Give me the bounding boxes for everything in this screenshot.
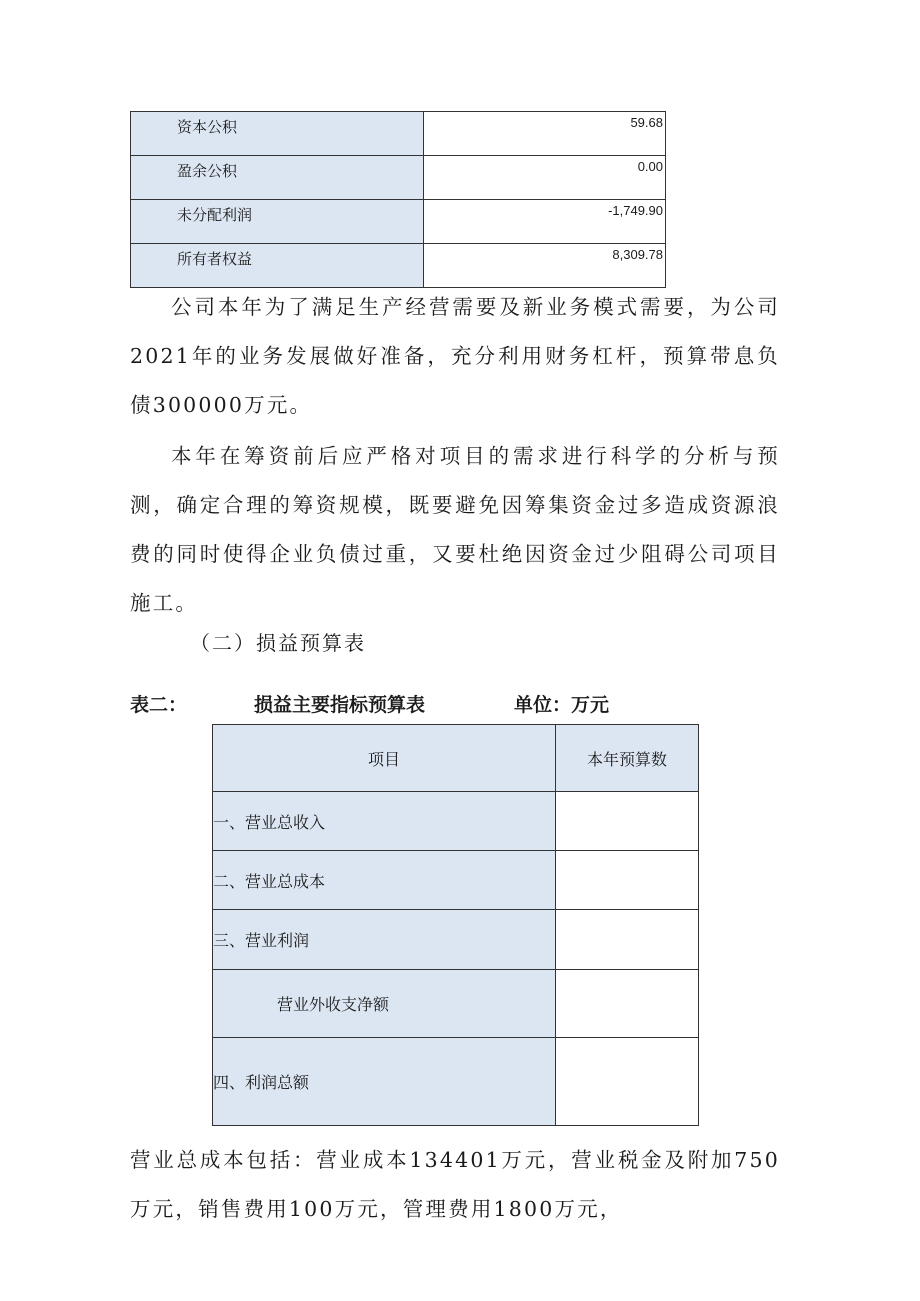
row-value: 8,309.78 — [424, 244, 666, 288]
row-label: 三、营业利润 — [213, 910, 556, 970]
row-label: 资本公积 — [131, 112, 424, 156]
row-value — [556, 910, 699, 970]
paragraph-cost-breakdown: 营业总成本包括：营业成本134401万元，营业税金及附加750万元，销售费用100万元，管理费用1800万元， — [130, 1148, 780, 1221]
column-header: 本年预算数 — [556, 725, 699, 792]
row-label: 二、营业总成本 — [213, 851, 556, 910]
row-value — [556, 1038, 699, 1126]
table-caption-unit: 单位：万元 — [514, 694, 610, 716]
paragraph-financing: 本年在筹资前后应严格对项目的需求进行科学的分析与预测，确定合理的筹资规模，既要避免因筹集资金过多造成资源浪费的同时使得企业负债过重，又要杜绝因资金过少阻碍公司项目施工。 — [130, 444, 780, 615]
table-row — [213, 1038, 699, 1126]
table-row — [131, 156, 666, 200]
row-label: 盈余公积 — [131, 156, 424, 200]
row-value: 0.00 — [424, 156, 666, 200]
row-value — [556, 851, 699, 910]
table-row — [213, 851, 699, 910]
table-caption-label: 表二： — [130, 694, 188, 716]
table-row — [213, 910, 699, 970]
income-table — [212, 724, 699, 1126]
table-row — [213, 970, 699, 1038]
row-value — [556, 970, 699, 1038]
balance-table — [130, 111, 666, 288]
table-row — [131, 200, 666, 244]
table-row — [131, 112, 666, 156]
section-heading: （二）损益预算表 — [190, 631, 366, 655]
row-value: 59.68 — [424, 112, 666, 156]
row-label: 所有者权益 — [131, 244, 424, 288]
table-caption-title: 损益主要指标预算表 — [254, 694, 426, 716]
table-row — [131, 244, 666, 288]
paragraph-debt-budget: 公司本年为了满足生产经营需要及新业务模式需要，为公司2021年的业务发展做好准备，充分利用财务杠杆，预算带息负债300000万元。 — [130, 295, 780, 417]
row-label: 营业外收支净额 — [213, 970, 556, 1038]
row-label: 四、利润总额 — [213, 1038, 556, 1126]
row-label: 未分配利润 — [131, 200, 424, 244]
table-row — [213, 792, 699, 851]
row-value: -1,749.90 — [424, 200, 666, 244]
row-value — [556, 792, 699, 851]
table-header-row — [213, 725, 699, 792]
row-label: 一、营业总收入 — [213, 792, 556, 851]
column-header: 项目 — [213, 725, 556, 792]
